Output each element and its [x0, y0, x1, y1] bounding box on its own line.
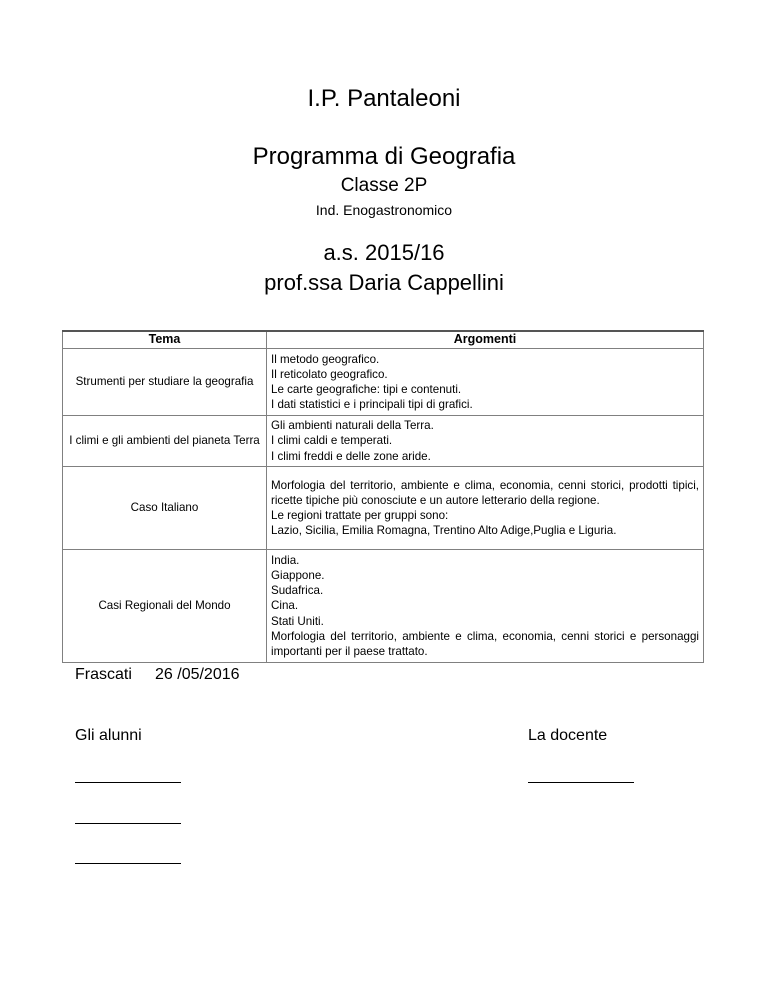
table-row [63, 467, 704, 550]
argomento-line: Le regioni trattate per gruppi sono: [271, 509, 449, 522]
argomenti-cell [267, 349, 704, 416]
school-name: I.P. Pantaleoni [307, 85, 461, 112]
argomento-line: Sudafrica. [271, 584, 324, 598]
place-label: Frascati [75, 666, 132, 683]
argomento-line: Lazio, Sicilia, Emilia Romagna, Trentino Alto Adige,Puglia e Liguria. [271, 524, 617, 538]
header-argomenti: Argomenti [267, 331, 704, 349]
student-signature-line [75, 782, 181, 783]
tema-cell: Casi Regionali del Mondo [63, 550, 267, 663]
argomenti-cell [267, 416, 704, 467]
program-table [62, 330, 704, 663]
table-row [63, 416, 704, 467]
track-label: Ind. Enogastronomico [315, 202, 453, 218]
argomento-line: I climi freddi e delle zone aride. [271, 449, 431, 463]
argomento-line: Cina. [271, 599, 299, 613]
argomento-line: India. [271, 553, 300, 567]
argomento-line: Stati Uniti. [271, 614, 324, 628]
tema-cell: Caso Italiano [63, 467, 267, 550]
students-label: Gli alunni [75, 727, 142, 744]
argomento-line: Gli ambienti naturali della Terra. [271, 419, 434, 433]
student-signature-line [75, 823, 181, 824]
argomento-line: Morfologia del territorio, ambiente e clima, economia, cenni storici e personaggi importanti per il paese trattato. [271, 629, 699, 658]
argomento-line: Morfologia del territorio, ambiente e clima, economia, cenni storici, prodotti tipici, ricette tipiche più conosciute e un autore letterario della regione. [271, 478, 699, 507]
argomento-line: I climi caldi e temperati. [271, 434, 393, 448]
header-tema: Tema [63, 331, 267, 349]
argomento-line: Il metodo geografico. [271, 352, 380, 366]
argomento-line: Giappone. [271, 568, 325, 582]
date-label: 26 /05/2016 [155, 666, 240, 683]
tema-cell: Strumenti per studiare la geografia [63, 349, 267, 416]
class-label: Classe 2P [340, 175, 428, 196]
argomento-line: Le carte geografiche: tipi e contenuti. [271, 383, 462, 396]
student-signature-line [75, 863, 181, 864]
tema-cell: I climi e gli ambienti del pianeta Terra [63, 416, 267, 467]
argomenti-cell [267, 467, 704, 550]
program-title: Programma di Geografia [252, 143, 516, 170]
table-row [63, 550, 704, 663]
table-header-row [63, 331, 704, 349]
argomenti-cell [267, 550, 704, 663]
argomento-line: I dati statistici e i principali tipi di grafici. [271, 398, 473, 412]
school-year: a.s. 2015/16 [323, 240, 445, 265]
teacher-label: La docente [528, 727, 608, 744]
table-row [63, 349, 704, 416]
teacher-signature-line [528, 782, 634, 783]
teacher-name: prof.ssa Daria Cappellini [264, 270, 504, 295]
argomento-line: Il reticolato geografico. [271, 367, 388, 381]
